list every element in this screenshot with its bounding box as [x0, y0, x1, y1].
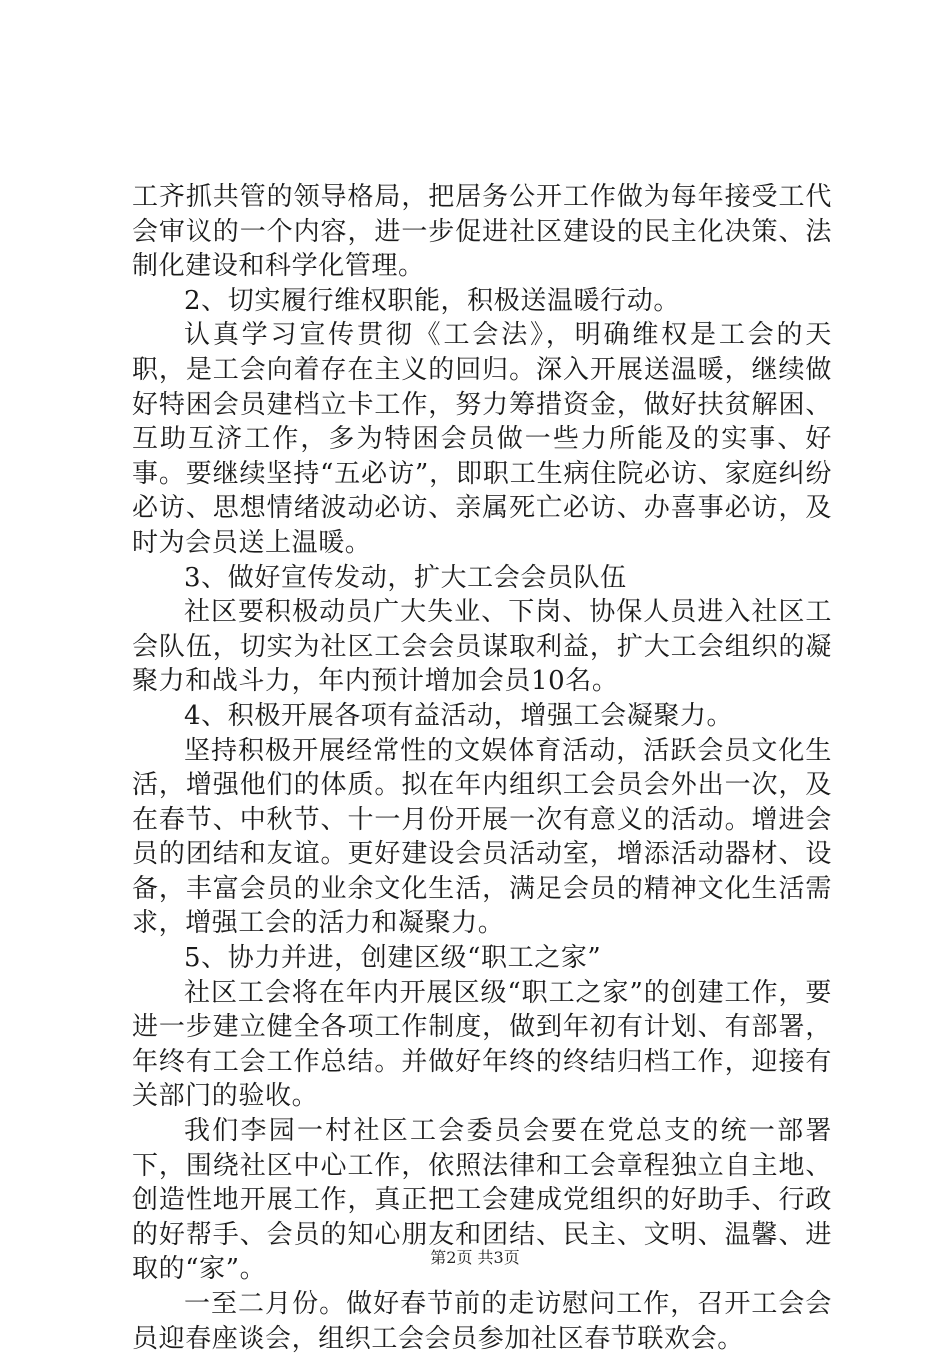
paragraph: 社区工会将在年内开展区级“职工之家”的创建工作，要进一步建立健全各项工作制度，做到年初有计划、有部署，年终有工会工作总结。并做好年终的终结归档工作，迎接有关部门的验收。	[132, 977, 832, 1112]
paragraph: 坚持积极开展经常性的文娱体育活动，活跃会员文化生活，增强他们的体质。拟在年内组织工会员会外出一次，及在春节、中秋节、十一月份开展一次有意义的活动。增进会员的团结和友谊。更好建设会员活动室，增添活动器材、设备，丰富会员的业余文化生活，满足会员的精神文化生活需求，增强工会的活力和凝聚力。	[132, 735, 832, 939]
paragraph: 工齐抓共管的领导格局，把居务公开工作做为每年接受工代会审议的一个内容，进一步促进社区建设的民主化决策、法制化建设和科学化管理。	[132, 182, 832, 282]
page-number-footer: 第2页 共3页	[430, 1248, 520, 1267]
section-heading: 3、做好宣传发动，扩大工会会员队伍	[184, 562, 627, 593]
section-heading: 4、积极开展各项有益活动，增强工会凝聚力。	[184, 700, 734, 731]
document-body	[132, 180, 832, 1356]
section-heading: 2、切实履行维权职能，积极送温暖行动。	[184, 285, 680, 316]
paragraph: 一至二月份。做好春节前的走访慰问工作，召开工会会员迎春座谈会，组织工会会员参加社区春节联欢会。	[132, 1289, 832, 1354]
paragraph: 认真学习宣传贯彻《工会法》，明确维权是工会的天职，是工会向着存在主义的回归。深入开展送温暖，继续做好特困会员建档立卡工作，努力筹措资金，做好扶贫解困、互助互济工作，多为特困会员做一些力所能及的实事、好事。要继续坚持“五必访”，即职工生病住院必访、家庭纠纷必访、思想情绪波动必访、亲属死亡必访、办喜事必访，及时为会员送上温暖。	[132, 320, 832, 558]
paragraph: 社区要积极动员广大失业、下岗、协保人员进入社区工会队伍，切实为社区工会会员谋取利益，扩大工会组织的凝聚力和战斗力，年内预计增加会员10名。	[132, 597, 832, 697]
paragraph: 我们李园一村社区工会委员会要在党总支的统一部署下，围绕社区中心工作，依照法律和工会章程独立自主地、创造性地开展工作，真正把工会建成党组织的好助手、行政的好帮手、会员的知心朋友和团结、民主、文明、温馨、进取的“家”。	[132, 1116, 832, 1285]
section-heading: 5、协力并进，创建区级“职工之家”	[184, 943, 602, 974]
